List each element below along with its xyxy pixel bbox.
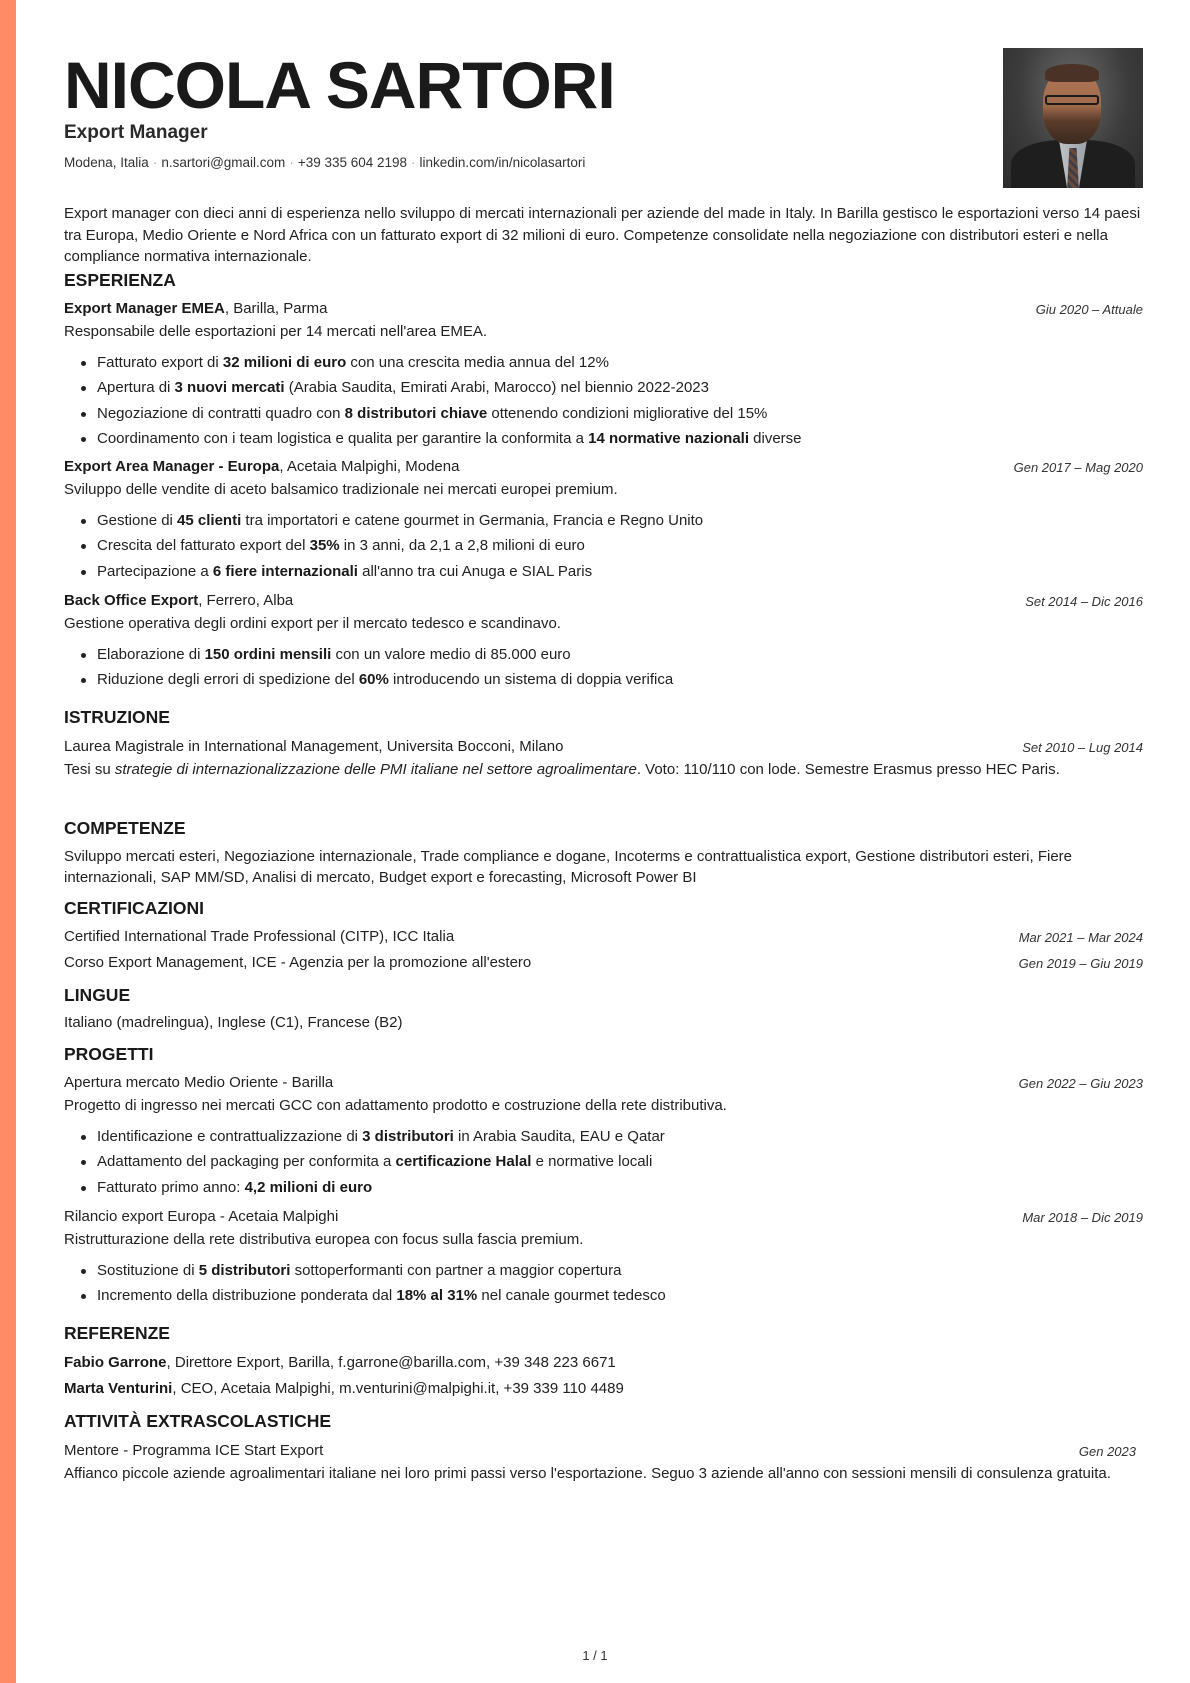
job-header (64, 299, 1143, 319)
job-dates: Giu 2020 – Attuale (1035, 302, 1143, 317)
project-bullets (64, 1127, 1143, 1203)
contact-line (64, 155, 585, 170)
education-degree: Laurea Magistrale in International Management, Universita Bocconi, Milano (64, 738, 564, 755)
bullet-item: Crescita del fatturato export del 35% in 3 anni, da 2,1 a 2,8 milioni di euro (64, 536, 1143, 561)
job-title: Export Manager (64, 122, 208, 143)
certification-item (64, 927, 1143, 947)
job-description: Responsabile delle esportazioni per 14 mercati nell'area EMEA. (64, 323, 488, 340)
reference-item (64, 1353, 1143, 1373)
bullet-item: Elaborazione di 150 ordini mensili con un valore medio di 85.000 euro (64, 645, 1143, 670)
bullet-item: Adattamento del packaging per conformita a certificazione Halal e normative locali (64, 1152, 1143, 1177)
job-company: , Barilla, Parma (224, 300, 328, 317)
job-description: Sviluppo delle vendite di aceto balsamico tradizionale nei mercati europei premium. (64, 481, 618, 498)
job-header (64, 591, 1143, 611)
project-description: Progetto di ingresso nei mercati GCC con adattamento prodotto e costruzione della rete distributiva. (64, 1097, 727, 1114)
reference-name: Fabio Garrone (64, 1354, 167, 1371)
resume-page (64, 0, 1143, 1482)
section-title-references: REFERENZE (64, 1323, 170, 1343)
job-description: Gestione operativa degli ordini export per il mercato tedesco e scandinavo. (64, 615, 561, 632)
education-dates: Set 2010 – Lug 2014 (1022, 740, 1143, 755)
photo-hair (1045, 64, 1099, 82)
section-title-languages: LINGUE (64, 985, 131, 1005)
job-dates: Gen 2017 – Mag 2020 (1013, 460, 1143, 475)
activity-dates: Gen 2023 (1078, 1444, 1136, 1459)
job-company: , Acetaia Malpighi, Modena (279, 458, 460, 475)
section-title-projects: PROGETTI (64, 1044, 154, 1064)
section-title-experience: ESPERIENZA (64, 270, 176, 290)
contact-email[interactable]: n.sartori@gmail.com (161, 155, 286, 170)
project-header (64, 1207, 1143, 1227)
education-thesis: Tesi su strategie di internazionalizzazione delle PMI italiane nel settore agroalimentare. Voto: 110/110 con lode. Semestre Erasmus presso HEC Paris. (64, 761, 1060, 778)
project-name: Apertura mercato Medio Oriente - Barilla (64, 1074, 334, 1091)
bullet-item: Coordinamento con i team logistica e qualita per garantire la conformita a 14 normative nazionali diverse (64, 429, 1143, 454)
profile-photo (1003, 48, 1143, 188)
job-header (64, 457, 1143, 477)
job-role: Back Office Export (64, 592, 199, 609)
contact-phone[interactable]: +39 335 604 2198 (297, 155, 408, 170)
bullet-item: Incremento della distribuzione ponderata dal 18% al 31% nel canale gourmet tedesco (64, 1286, 1143, 1311)
reference-details: , Direttore Export, Barilla, f.garrone@barilla.com, +39 348 223 6671 (166, 1354, 616, 1371)
bullet-item: Fatturato export di 32 milioni di euro con una crescita media annua del 12% (64, 353, 1143, 378)
section-title-education: ISTRUZIONE (64, 707, 170, 727)
job-role: Export Area Manager - Europa (64, 458, 280, 475)
bullet-item: Riduzione degli errori di spedizione del 60% introducendo un sistema di doppia verifica (64, 670, 1143, 695)
certification-name: Certified International Trade Professional (CITP), ICC Italia (64, 928, 455, 945)
section-title-certifications: CERTIFICAZIONI (64, 898, 204, 918)
bullet-item: Fatturato primo anno: 4,2 milioni di euro (64, 1178, 1143, 1203)
job-company: , Ferrero, Alba (198, 592, 294, 609)
section-title-skills: COMPETENZE (64, 818, 186, 838)
reference-details: , CEO, Acetaia Malpighi, m.venturini@malpighi.it, +39 339 110 4489 (172, 1380, 624, 1397)
separator: · (289, 155, 294, 170)
contact-location: Modena, Italia (64, 155, 149, 170)
bullet-item: Sostituzione di 5 distributori sottoperformanti con partner a maggior copertura (64, 1261, 1143, 1286)
job-bullets (64, 353, 1143, 454)
job-bullets (64, 645, 1143, 696)
skills-list: Sviluppo mercati esteri, Negoziazione internazionale, Trade compliance e dogane, Incoterms e contrattualistica export, Gestione distributori esteri, Fiere internazionali, SAP MM/SD, Analisi di mercato, Budget export e forecasting, Microsoft Power BI (64, 848, 1073, 886)
certification-dates: Gen 2019 – Giu 2019 (1018, 956, 1143, 971)
accent-bar (0, 0, 16, 1683)
page-number: 1 / 1 (582, 1648, 608, 1663)
section-title-extracurricular: ATTIVITÀ EXTRASCOLASTICHE (64, 1411, 332, 1431)
activity-description: Affianco piccole aziende agroalimentari italiane nei loro primi passi verso l'esportazione. Seguo 3 aziende all'anno con sessioni mensili di consulenza gratuita. (64, 1465, 1111, 1482)
reference-name: Marta Venturini (64, 1380, 173, 1397)
header (64, 0, 1143, 200)
separator: · (411, 155, 416, 170)
project-dates: Mar 2018 – Dic 2019 (1022, 1210, 1143, 1225)
profile-summary: Export manager con dieci anni di esperienza nello sviluppo di mercati internazionali per aziende del made in Italy. In Barilla gestisco le esportazioni verso 14 paesi tra Europa, Medio Oriente e Nord Africa con un fatturato export di 32 milioni di euro. Competenze consolidate nella negoziazione con distributori esteri e nella compliance normativa internazionale. (64, 205, 1141, 265)
bullet-item: Negoziazione di contratti quadro con 8 distributori chiave ottenendo condizioni migliorative del 15% (64, 404, 1143, 429)
bullet-item: Partecipazione a 6 fiere internazionali all'anno tra cui Anuga e SIAL Paris (64, 562, 1143, 587)
contact-linkedin[interactable]: linkedin.com/in/nicolasartori (419, 155, 586, 170)
separator: · (152, 155, 158, 170)
certification-name: Corso Export Management, ICE - Agenzia per la promozione all'estero (64, 954, 532, 971)
job-role: Export Manager EMEA (64, 300, 225, 317)
activity-header (64, 1441, 1143, 1461)
job-bullets (64, 511, 1143, 587)
certification-item (64, 953, 1143, 973)
photo-glasses (1045, 95, 1099, 105)
project-dates: Gen 2022 – Giu 2023 (1018, 1076, 1143, 1091)
project-bullets (64, 1261, 1143, 1312)
bullet-item: Gestione di 45 clienti tra importatori e catene gourmet in Germania, Francia e Regno Unito (64, 511, 1143, 536)
certification-dates: Mar 2021 – Mar 2024 (1018, 930, 1143, 945)
languages-list: Italiano (madrelingua), Inglese (C1), Francese (B2) (64, 1014, 403, 1031)
candidate-name: NICOLA SARTORI (64, 48, 615, 122)
bullet-item: Identificazione e contrattualizzazione di 3 distributori in Arabia Saudita, EAU e Qatar (64, 1127, 1143, 1152)
bullet-item: Apertura di 3 nuovi mercati (Arabia Saudita, Emirati Arabi, Marocco) nel biennio 2022-2023 (64, 378, 1143, 403)
reference-item (64, 1379, 1143, 1399)
project-description: Ristrutturazione della rete distributiva europea con focus sulla fascia premium. (64, 1231, 584, 1248)
activity-name: Mentore - Programma ICE Start Export (64, 1442, 324, 1459)
project-name: Rilancio export Europa - Acetaia Malpighi (64, 1208, 339, 1225)
education-header (64, 737, 1143, 757)
job-dates: Set 2014 – Dic 2016 (1025, 594, 1143, 609)
project-header (64, 1073, 1143, 1093)
